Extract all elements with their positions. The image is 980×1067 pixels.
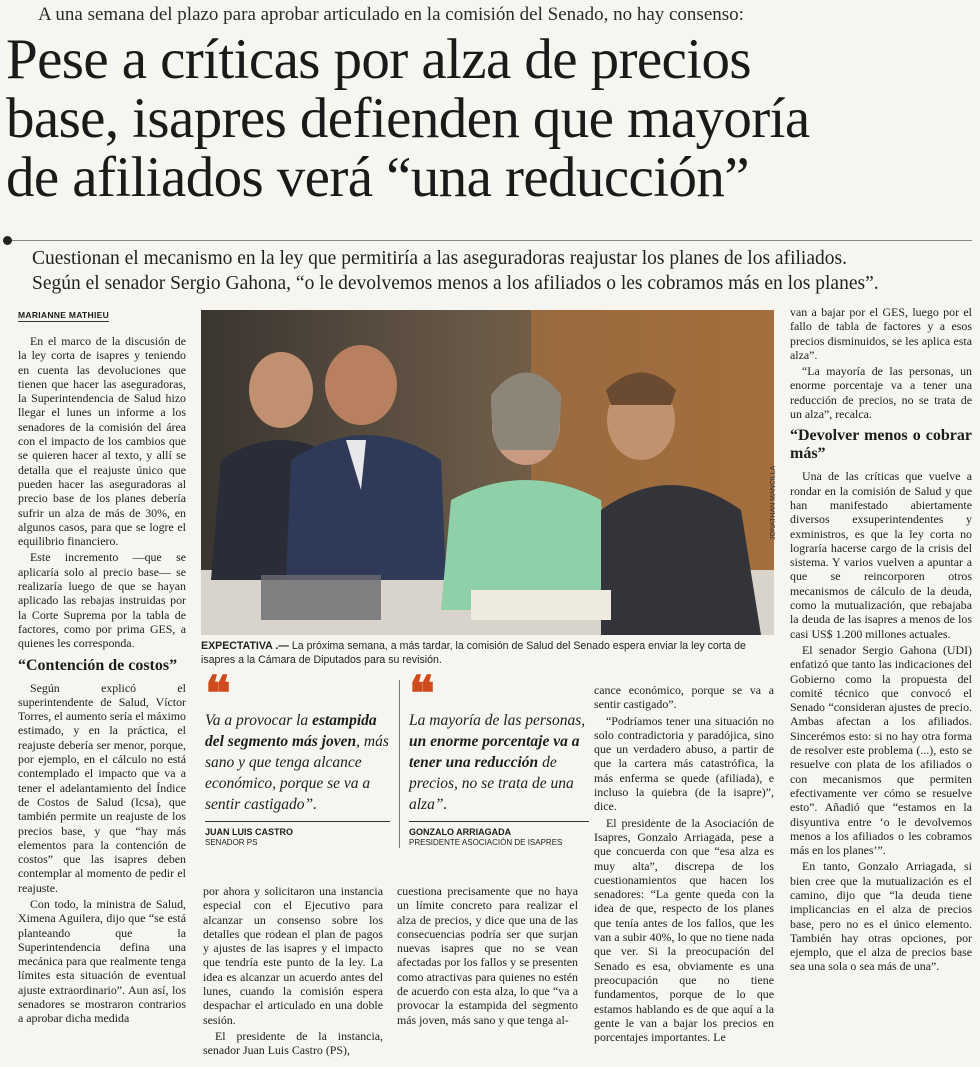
- paragraph: El presidente de la Asociación de Isapres, Gonzalo Arriagada, pese a que concuerda con que “esa alza es muy alta”, discrepa de los cuestionamientos que hacen los senadores: “La gente queda con la idea de que, respecto de los planes que tenía antes de los fallos, que les van a subir 40%, lo que no tiene nada que ver. Si la preocupación del Senado es esa, obviamente es una preocupación que no tiene fundamentos, porque de lo que estamos hablando es de que aquí a la gente le van a bajar los precios en porcentajes importantes. Le: [594, 815, 774, 1045]
- headline-line: Pese a críticas por alza de precios: [6, 28, 751, 91]
- photo-illustration: [201, 310, 774, 635]
- divider: [8, 240, 972, 241]
- quote-text: [205, 710, 390, 815]
- quote-author: JUAN LUIS CASTRO: [205, 827, 294, 837]
- byline: MARIANNE MATHIEU: [18, 310, 110, 320]
- subhead-line: Según el senador Sergio Gahona, “o le devolvemos menos a los afiliados o les cobramos más en los planes”.: [32, 273, 879, 294]
- headline-line: de afiliados verá “una reducción”: [6, 146, 749, 209]
- quote-text: [409, 710, 589, 815]
- quote-author: GONZALO ARRIAGADA: [409, 827, 512, 837]
- paragraph: por ahora y solicitaron una instancia especial con el Ejecutivo para alcanzar un consenso sobre los detalles que rodean el plan de pagos y ajustes de las isapres y el impacto que tendría este punto de la ley. La idea es alcanzar un acuerdo antes del lunes, cuando la comisión espera despachar el articulado en una doble sesión.: [203, 884, 383, 1027]
- quote-author-role: SENADOR PS: [205, 838, 258, 847]
- quote-text-part: La mayoría de las personas,: [409, 712, 586, 729]
- section-heading: “Devolver menos o cobrar más”: [790, 427, 972, 463]
- column-3: [397, 884, 578, 1029]
- quote-text-part: de precios, no se trata de una alza”.: [409, 754, 574, 813]
- photo-caption: [201, 639, 774, 667]
- column-2: [203, 884, 383, 1060]
- caption-label: EXPECTATIVA .—: [201, 640, 289, 652]
- paragraph: cuestiona precisamente que no haya un límite concreto para realizar el alza de precios, y dice que una de las consecuencias podría ser que surjan nuevas isapres que no se vean afectadas por los fallos y se presenten como atractivas para quienes no estén de acuerdo con esta alza, lo que “va a provocar la estampida del segmento más joven, más sano y que tenga al-: [397, 884, 578, 1027]
- column-1: [18, 334, 186, 1028]
- quote-author-role: PRESIDENTE ASOCIACIÓN DE ISAPRES: [409, 838, 563, 847]
- paragraph: cance económico, porque se va a sentir castigado”.: [594, 683, 774, 712]
- quote-mark-icon: ❝: [409, 668, 429, 721]
- headline-line: base, isapres defienden que mayoría: [6, 87, 810, 150]
- paragraph: Según explicó el superintendente de Salud, Víctor Torres, el aumento sería el máximo estimado, y en la práctica, el reajuste debería ser menor, porque, por ejemplo, en el cálculo no está contemplado el impacto que va a tener el adelantamiento del Índice de Costos de Salud (Icsa), que también permite un reajuste de los precios base, y que “hay más elementos para la contención de costos” que las isapres deben contemplar al momento de pedir el reajuste.: [18, 680, 186, 895]
- paragraph: En el marco de la discusión de la ley corta de isapres y teniendo en cuenta las devoluciones que tienen que hacer las aseguradoras, la Superintendencia de Salud hizo llegar el lunes un informe a los senadores de la comisión del área con el impacto de los cambios que se quieren hacer al texto, y allí se detalla que el reajuste único que pueden hacer las aseguradoras al precio base de los planes debería sufrir un alza de más de 30%, en algunos casos, para que se logre el equilibrio financiero.: [18, 334, 186, 549]
- paragraph: Con todo, la ministra de Salud, Ximena Aguilera, dijo que “se está planteando que la Superintendencia defina una mecánica para que realmente tenga límites esta situación de eventual ajuste extraordinario”. Aun así, los senadores se mostraron contrarios a aprobar dicha medida: [18, 896, 186, 1026]
- quote-rule: [409, 821, 589, 822]
- quote-text-strong: un enorme porcentaje va a tener una reducción: [409, 733, 580, 771]
- bullet-dot: [3, 236, 12, 245]
- column-5: [790, 305, 972, 976]
- quote-text-strong: estampida del segmento más joven: [205, 712, 377, 750]
- paragraph: “Podríamos tener una situación no solo contradictoria y paradójica, sino que un verdadero abuso, a partir de que la cartera más catastrófica, la más enferma se quede (afiliada), e incluso la quiebra (de la isapre)”, dice.: [594, 713, 774, 814]
- paragraph: El presidente de la instancia, senador Juan Luis Castro (PS),: [203, 1028, 383, 1058]
- photo-credit: JONATHAN MANCILLA: [770, 465, 777, 540]
- quote-text-part: , más sano y que tenga alcance económico, porque se va a sentir castigado”.: [205, 733, 389, 813]
- caption-text: La próxima semana, a más tardar, la comisión de Salud del Senado espera enviar la ley corta de isapres a la Cámara de Diputados para su revisión.: [201, 640, 746, 666]
- subhead-line: Cuestionan el mecanismo en la ley que permitiría a las aseguradoras reajustar los planes de los afiliados.: [32, 248, 847, 269]
- paragraph: En tanto, Gonzalo Arriagada, si bien cree que la mutualización es el camino, dijo que “la deuda tiene implicancias en el alza de precios base, pero no es el único elemento. También hay otras opciones, por ejemplo, que el alza de precios base sea una sola o sea más de una”.: [790, 859, 972, 974]
- headline: [6, 30, 976, 207]
- quote-rule: [205, 821, 390, 822]
- pull-quote-1: [205, 668, 390, 848]
- paragraph: Este incremento —que se aplicaría solo al precio base— se realizaría luego de que se hayan aplicado las rebajas instruidas por la Corte Suprema por la tabla de factores, como por prima GES, a quienes les corresponda.: [18, 550, 186, 651]
- paragraph: van a bajar por el GES, luego por el fallo de tabla de factores y a esos precios disminuidos, se les aplica esta alza”.: [790, 305, 972, 362]
- subheadline: [32, 246, 976, 296]
- quote-mark-icon: ❝: [205, 668, 225, 721]
- paragraph: Una de las críticas que vuelve a rondar en la comisión de Salud y que han manifestado abiertamente diversos exsuperintendentes y exministros, es que la ley corta no lograría hacerse cargo de la crisis del sistema. Y varios vuelven a apuntar a que se reincorporen otros mecanismos de cálculo de la deuda, como la mutualización, que rebajaba la deuda de las isapres a menos de los casi US$ 1.200 millones actuales.: [790, 469, 972, 641]
- paragraph: El senador Sergio Gahona (UDI) enfatizó que tanto las indicaciones del Gobierno como la propuesta del comité técnico que convocó el Senado “consideran ajustes de precio. Ambas afectan a los afiliados. Sincerémos esto: si no hay otra forma de resolver este problema (...), esto se resuelve con plata de los afiliados o con mecanismos que permiten efectivamente ver cómo se resuelve esto”. Añadió que “estamos en la disyuntiva entre ‘o le devolvemos menos a los afiliados o les cobramos más en los planes’”.: [790, 642, 972, 858]
- pull-quote-2: [399, 668, 589, 848]
- column-4: [594, 683, 774, 1046]
- section-heading: “Contención de costos”: [18, 656, 178, 674]
- news-photo: [201, 310, 774, 635]
- paragraph: “La mayoría de las personas, un enorme porcentaje va a tener una reducción de precios, no se trata de un alza”, recalca.: [790, 364, 972, 422]
- quote-text-part: Va a provocar la: [205, 712, 313, 729]
- kicker: A una semana del plazo para aprobar articulado en la comisión del Senado, no hay consenso:: [38, 4, 744, 25]
